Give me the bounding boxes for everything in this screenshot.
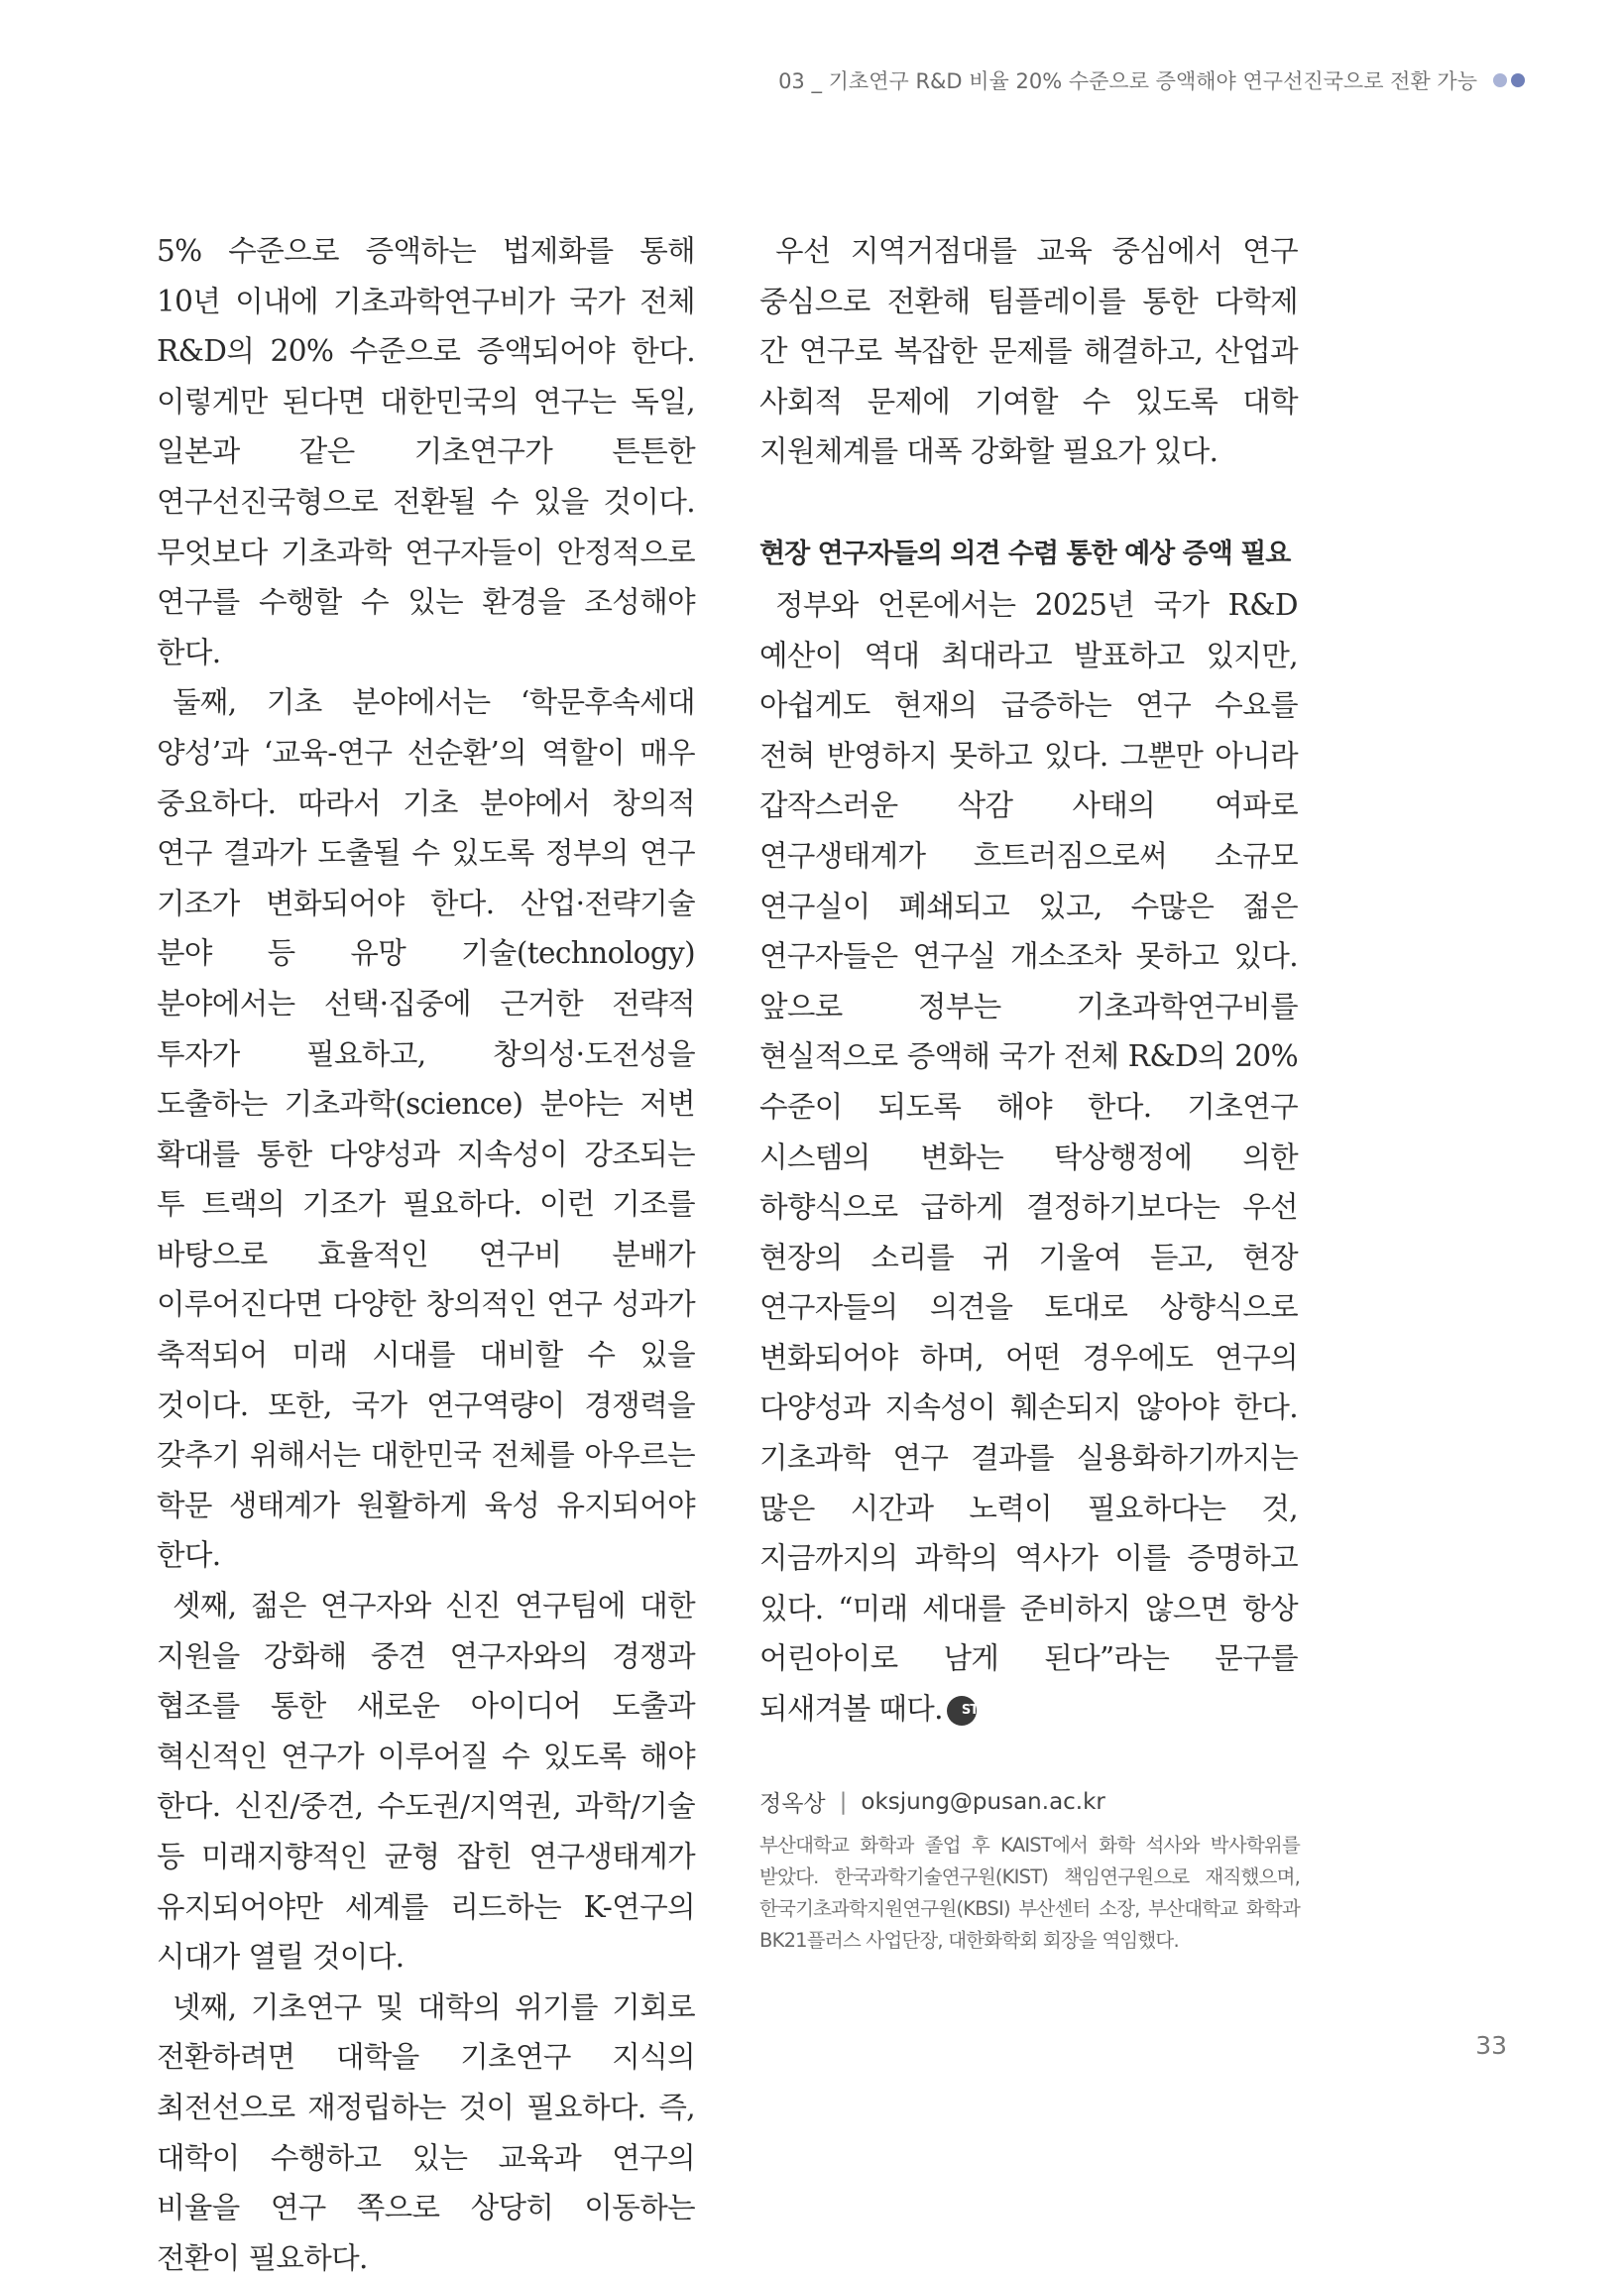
right-column xyxy=(759,226,1298,1735)
left-paragraph-4: 넷째, 기초연구 및 대학의 위기를 기회로 전환하려면 대학을 기초연구 지식의 최전선으로 재정립하는 것이 필요하다. 즉, 대학이 수행하고 있는 교육과 연구의 비율을 연구 쪽으로 상당히 이동하는 전환이 필요하다. xyxy=(157,1989,695,2275)
author-separator: | xyxy=(839,1788,848,1815)
right-paragraph-2-text: 정부와 언론에서는 2025년 국가 R&D 예산이 역대 최대라고 발표하고 있지만, 아쉽게도 현재의 급증하는 연구 수요를 전혀 반영하지 못하고 있다. 그뿐만 아니라 갑작스러운 삭감 사태의 여파로 연구생태계가 흐트러짐으로써 소규모 연구실이 폐쇄되고 있고, 수많은 젊은 연구자들은 연구실 개소조차 못하고 있다. 앞으로 정부는 기초과학연구비를 현실적으로 증액해 국가 전체 R&D의 20% 수준이 되도록 해야 한다. 기초연구 시스템의 변화는 탁상행정에 의한 하향식으로 급하게 결정하기보다는 우선 현장의 소리를 귀 기울여 듣고, 현장 연구자들의 의견을 토대로 상향식으로 변화되어야 하며, 어떤 경우에도 연구의 다양성과 지속성이 훼손되지 않아야 한다. 기초과학 연구 결과를 실용화하기까지는 많은 시간과 노력이 필요하다는 것, 지금까지의 과학의 역사가 이를 증명하고 있다. “미래 세대를 준비하지 않으면 항상 어린아이로 남게 된다”라는 문구를 되새겨볼 때다. xyxy=(759,587,1298,1727)
right-paragraph-1: 우선 지역거점대를 교육 중심에서 연구 중심으로 전환해 팀플레이를 통한 다학제 간 연구로 복잡한 문제를 해결하고, 산업과 사회적 문제에 기여할 수 있도록 대학 지원체계를 대폭 강화할 필요가 있다. xyxy=(759,234,1298,469)
author-box xyxy=(759,1785,1300,1957)
header-dots-decoration xyxy=(1493,73,1525,87)
right-paragraph-2 xyxy=(759,580,1298,1735)
left-paragraph-1: 5% 수준으로 증액하는 법제화를 통해 10년 이내에 기초과학연구비가 국가 전체 R&D의 20% 수준으로 증액되어야 한다. 이렇게만 된다면 대한민국의 연구는 독일, 일본과 같은 기초연구가 튼튼한 연구선진국형으로 전환될 수 있을 것이다. 무엇보다 기초과학 연구자들이 안정적으로 연구를 수행할 수 있는 환경을 조성해야 한다. xyxy=(157,234,695,669)
author-name: 정옥상 xyxy=(759,1791,826,1817)
section-heading: 현장 연구자들의 의견 수렴 통한 예상 증액 필요 xyxy=(759,538,1291,569)
header-dot-dark xyxy=(1511,73,1525,87)
author-email[interactable]: oksjung@pusan.ac.kr xyxy=(861,1788,1105,1815)
left-column xyxy=(157,226,695,2283)
page-number: 33 xyxy=(1475,2031,1507,2060)
author-bio: 부산대학교 화학과 졸업 후 KAIST에서 화학 석사와 박사학위를 받았다. 한국과학기술연구원(KIST) 책임연구원으로 재직했으며, 한국기초과학지원연구원(KBSI) 부산센터 소장, 부산대학교 화학과 BK21플러스 사업단장, 대한화학회 회장을 역임했다. xyxy=(759,1834,1300,1952)
running-title: 03 _ 기초연구 R&D 비율 20% 수준으로 증액해야 연구선진국으로 전환 가능 xyxy=(778,69,1477,93)
st-logo-icon: ST xyxy=(947,1696,977,1726)
header-dot-light xyxy=(1493,73,1507,87)
running-header xyxy=(778,65,1525,95)
left-paragraph-3: 셋째, 젊은 연구자와 신진 연구팀에 대한 지원을 강화해 중견 연구자와의 경쟁과 협조를 통한 새로운 아이디어 도출과 혁신적인 연구가 이루어질 수 있도록 해야 한다. 신진/중견, 수도권/지역권, 과학/기술 등 미래지향적인 균형 잡힌 연구생태계가 유지되어야만 세계를 리드하는 K-연구의 시대가 열릴 것이다. xyxy=(157,1589,695,1975)
author-line xyxy=(759,1785,1300,1818)
left-paragraph-2: 둘째, 기초 분야에서는 ‘학문후속세대 양성’과 ‘교육-연구 선순환’의 역할이 매우 중요하다. 따라서 기초 분야에서 창의적 연구 결과가 도출될 수 있도록 정부의 연구 기조가 변화되어야 한다. 산업·전략기술 분야 등 유망 기술(technology) 분야에서는 선택·집중에 근거한 전략적 투자가 필요하고, 창의성·도전성을 도출하는 기초과학(science) 분야는 저변 확대를 통한 다양성과 지속성이 강조되는 투 트랙의 기조가 필요하다. 이런 기조를 바탕으로 효율적인 연구비 분배가 이루어진다면 다양한 창의적인 연구 성과가 축적되어 미래 시대를 대비할 수 있을 것이다. 또한, 국가 연구역량이 경쟁력을 갖추기 위해서는 대한민국 전체를 아우르는 학문 생태계가 원활하게 육성 유지되어야 한다. xyxy=(157,685,695,1573)
